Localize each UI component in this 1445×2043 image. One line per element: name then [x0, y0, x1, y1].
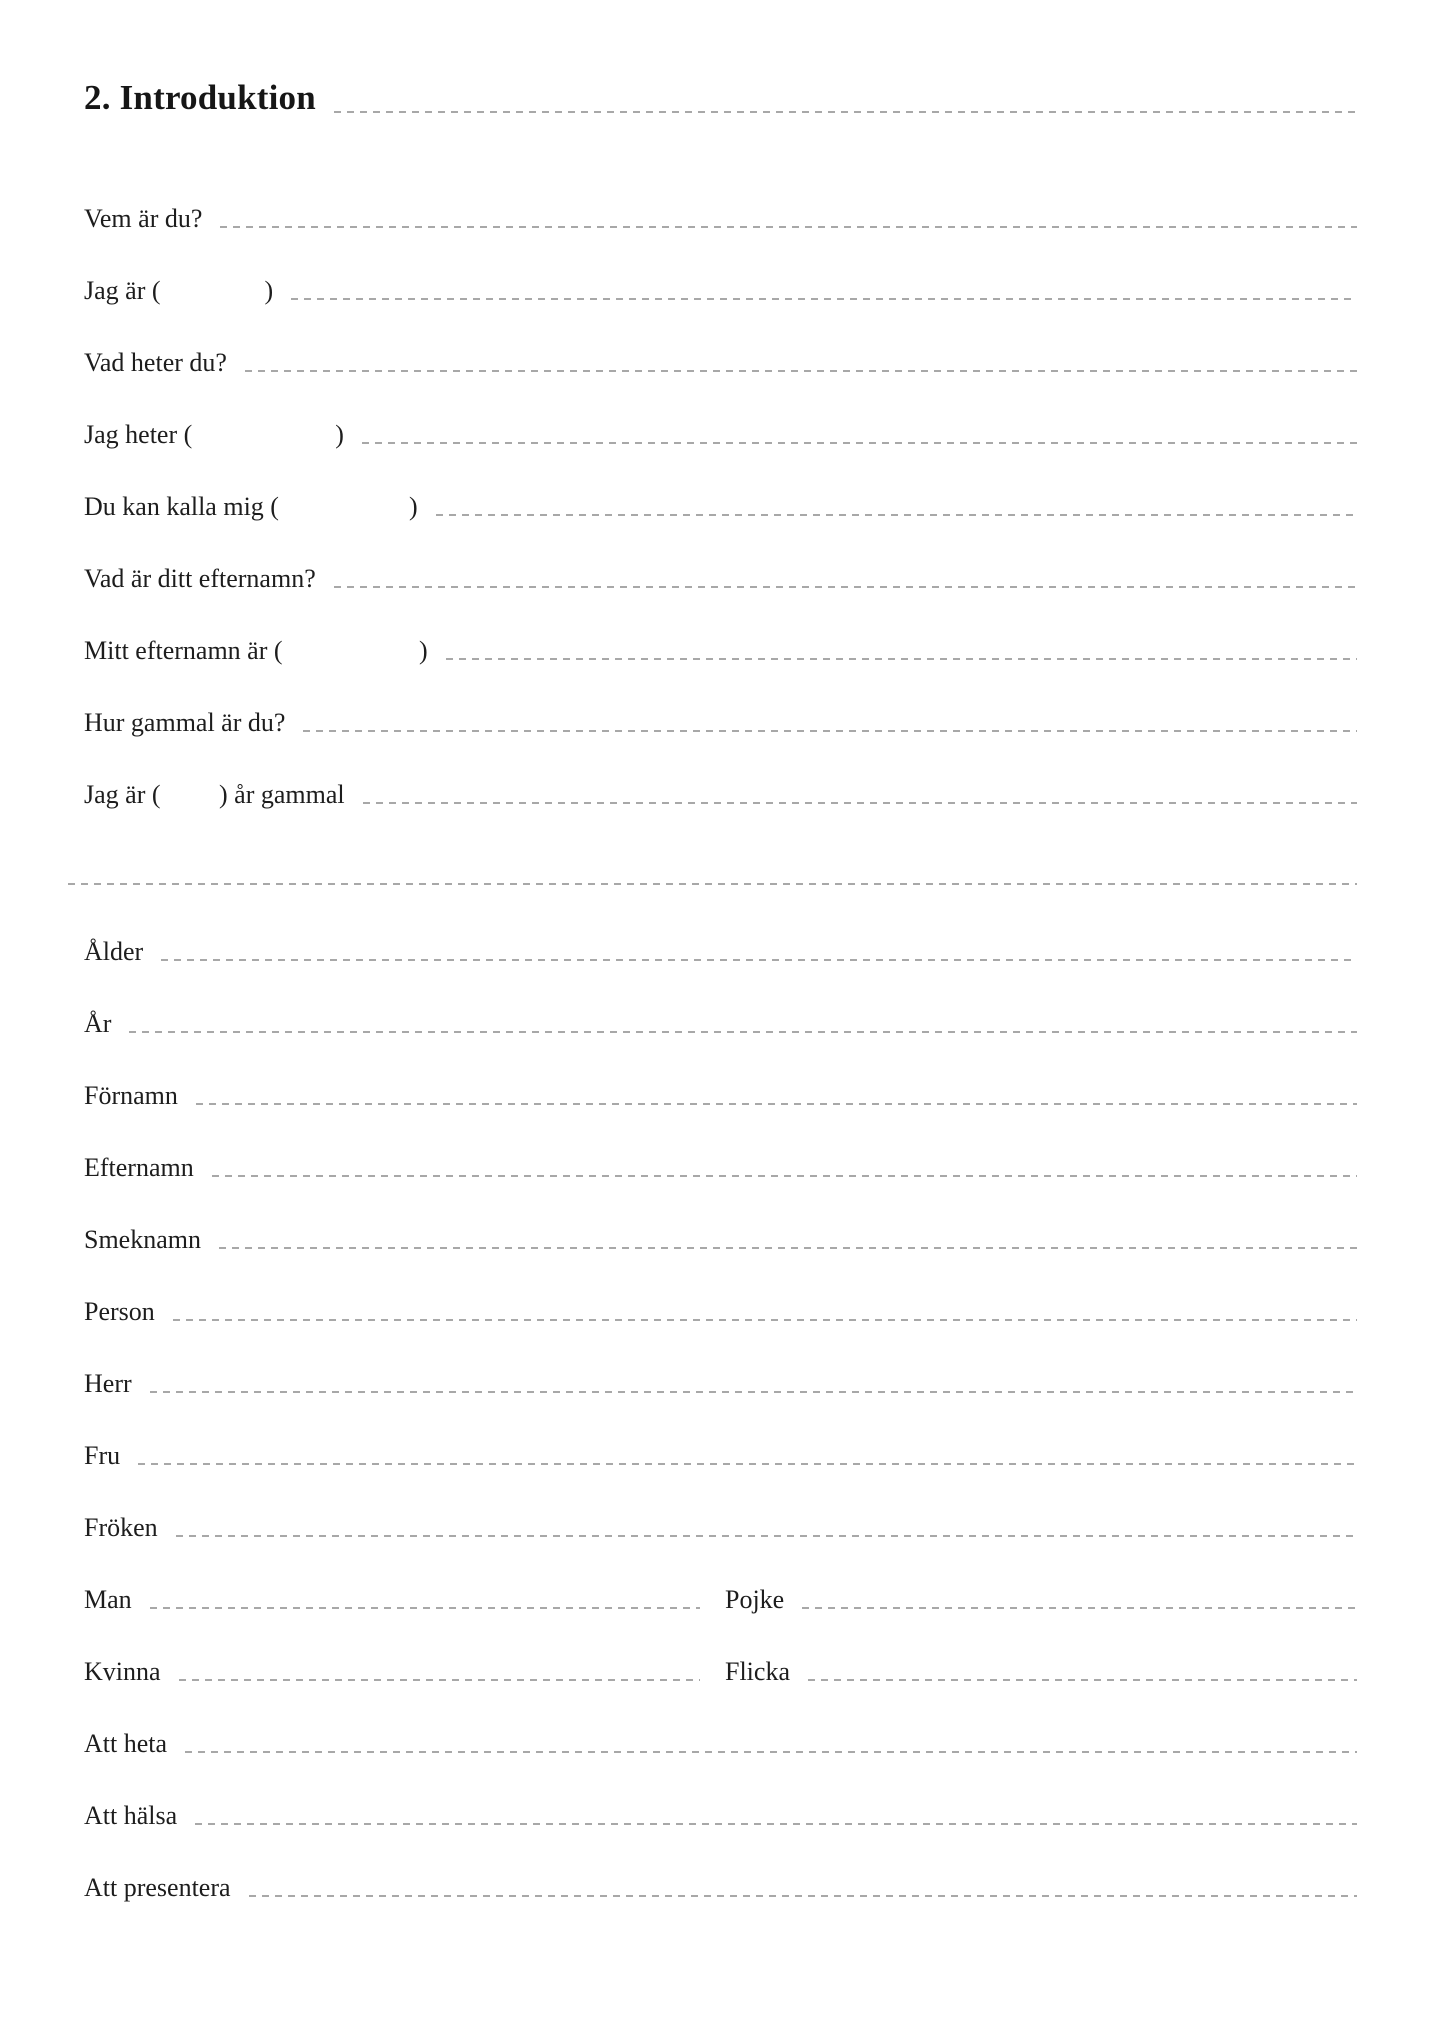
- row-label: Du kan kalla mig ( ): [84, 492, 418, 521]
- row-label: Jag heter ( ): [84, 420, 344, 449]
- answer-line: [138, 1463, 1357, 1465]
- row-label: Kvinna: [84, 1657, 161, 1686]
- vocab-pair-row: [84, 1543, 1357, 1615]
- row-label: Att hälsa: [84, 1801, 178, 1830]
- row-label: Mitt efternamn är ( ): [84, 636, 428, 665]
- worksheet-rows: [84, 162, 1357, 1903]
- vocab-row: [84, 1759, 1357, 1831]
- answer-line: [291, 298, 1357, 300]
- vocab-row: [84, 967, 1357, 1039]
- answer-line: [179, 1679, 700, 1681]
- answer-line: [212, 1175, 1357, 1177]
- vocab-row: [84, 1687, 1357, 1759]
- title-dotted-line: [334, 111, 1357, 113]
- section-title-row: [84, 76, 1357, 120]
- answer-line: [249, 1895, 1357, 1897]
- row-label: Efternamn: [84, 1153, 194, 1182]
- pair-right-cell: [725, 1615, 1357, 1687]
- answer-line: [362, 442, 1357, 444]
- answer-line: [176, 1535, 1357, 1537]
- answer-line: [363, 802, 1357, 804]
- vocab-row: [84, 1327, 1357, 1399]
- phrase-row: [84, 162, 1357, 234]
- vocab-row: [84, 1183, 1357, 1255]
- phrase-row: [84, 306, 1357, 378]
- row-label: Fröken: [84, 1513, 158, 1542]
- divider-row: [84, 810, 1357, 895]
- row-label: Smeknamn: [84, 1225, 201, 1254]
- row-label: Att heta: [84, 1729, 168, 1758]
- answer-line: [436, 514, 1357, 516]
- answer-line: [129, 1031, 1357, 1033]
- phrase-row: [84, 738, 1357, 810]
- row-label: Jag är ( ) år gammal: [84, 780, 345, 809]
- phrase-row: [84, 666, 1357, 738]
- vocab-row: [84, 1831, 1357, 1903]
- vocab-pair-row: [84, 1615, 1357, 1687]
- row-label: Hur gammal är du?: [84, 708, 286, 737]
- row-label: Flicka: [725, 1657, 790, 1686]
- vocab-row: [84, 1111, 1357, 1183]
- answer-line: [446, 658, 1357, 660]
- row-label: Förnamn: [84, 1081, 178, 1110]
- vocab-row: [84, 1471, 1357, 1543]
- answer-line: [185, 1751, 1357, 1753]
- answer-line: [802, 1607, 1357, 1609]
- row-label: Vad är ditt efternamn?: [84, 564, 316, 593]
- vocab-row: [84, 1399, 1357, 1471]
- phrase-row: [84, 234, 1357, 306]
- answer-line: [195, 1823, 1357, 1825]
- pair-left-cell: [84, 1615, 700, 1687]
- answer-line: [220, 226, 1357, 228]
- row-label: Ålder: [84, 937, 144, 966]
- pair-left-cell: [84, 1543, 700, 1615]
- phrase-row: [84, 522, 1357, 594]
- row-label: Fru: [84, 1441, 121, 1470]
- answer-line: [150, 1391, 1357, 1393]
- row-label: Herr: [84, 1369, 132, 1398]
- answer-line: [303, 730, 1357, 732]
- phrase-row: [84, 594, 1357, 666]
- vocab-row: [84, 895, 1357, 967]
- row-label: Att presentera: [84, 1873, 231, 1902]
- row-label: Jag är ( ): [84, 276, 274, 305]
- vocab-row: [84, 1255, 1357, 1327]
- page-title: 2. Introduktion: [84, 78, 316, 117]
- row-label: Man: [84, 1585, 132, 1614]
- answer-line: [808, 1679, 1357, 1681]
- divider-dotted-line: [68, 883, 1357, 885]
- answer-line: [173, 1319, 1357, 1321]
- pair-right-cell: [725, 1543, 1357, 1615]
- vocab-row: [84, 1039, 1357, 1111]
- phrase-row: [84, 378, 1357, 450]
- answer-line: [196, 1103, 1357, 1105]
- row-label: År: [84, 1009, 112, 1038]
- row-label: Person: [84, 1297, 155, 1326]
- answer-line: [334, 586, 1357, 588]
- answer-line: [150, 1607, 700, 1609]
- answer-line: [161, 959, 1357, 961]
- phrase-row: [84, 450, 1357, 522]
- answer-line: [245, 370, 1357, 372]
- answer-line: [219, 1247, 1357, 1249]
- row-label: Vad heter du?: [84, 348, 227, 377]
- row-label: Vem är du?: [84, 204, 203, 233]
- row-label: Pojke: [725, 1585, 785, 1614]
